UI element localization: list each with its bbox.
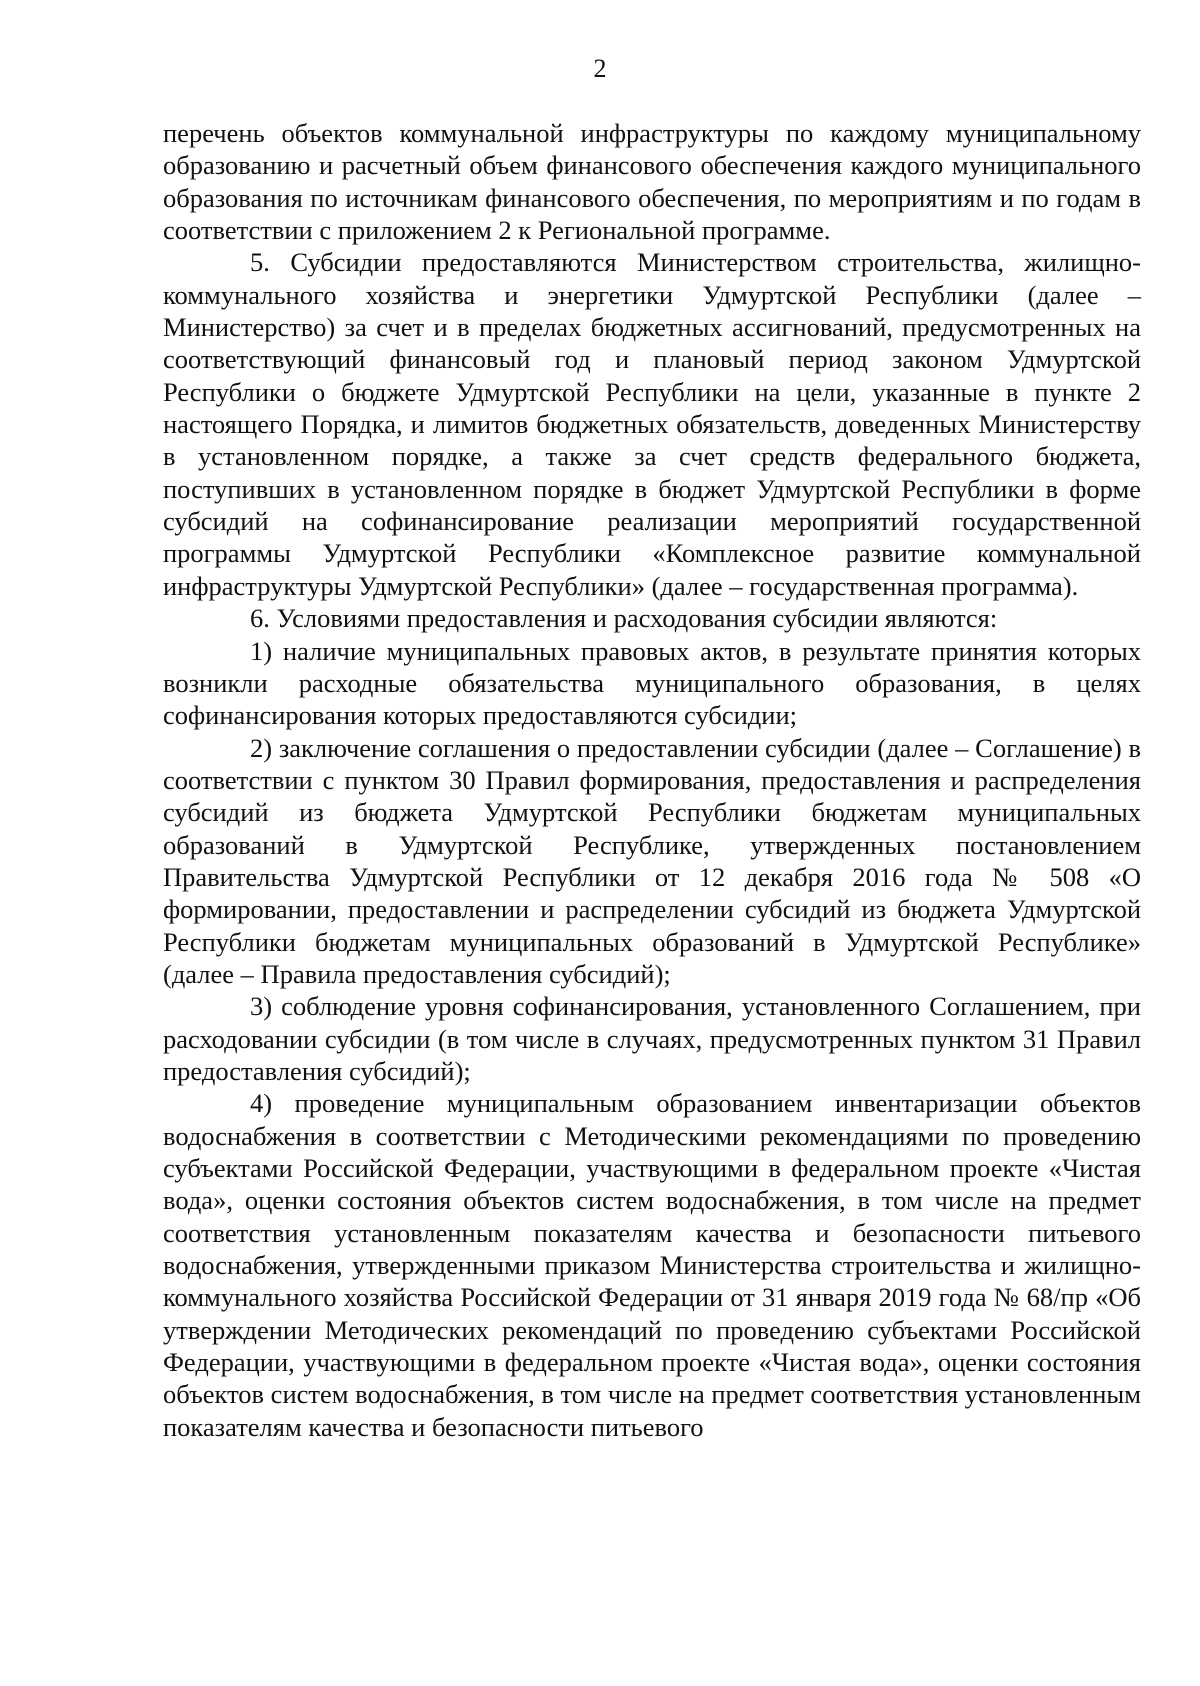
paragraph-item-6: 6. Условиями предоставления и расходования субсидии являются: xyxy=(250,603,998,634)
paragraph-subitem-4: 4) проведение муниципальным образованием инвентаризации объектов водоснабжения в соответствии с Методическими рекомендациями по проведению субъектами Российской Федерации, участвующими в федеральном проекте «Чистая вода», оценки состояния объектов систем водоснабжения, в том числе на предмет соответствия установленным показателям качества и безопасности питьевого водоснабжения, утвержденными приказом Министерства строительства и жилищно-коммунального хозяйства Российской Федерации от 31 января 2019 года № 68/пр «Об утверждении Методических рекомендаций по проведению субъектами Российской Федерации, участвующими в федеральном проекте «Чистая вода», оценки состояния объектов систем водоснабжения, в том числе на предмет соответствия установленным показателям качества и безопасности питьевого xyxy=(163,1088,1141,1442)
paragraph-item-5: 5. Субсидии предоставляются Министерством строительства, жилищно-коммунального хозяйства и энергетики Удмуртской Республики (далее – Министерство) за счет и в пределах бюджетных ассигнований, предусмотренных на соответствующий финансовый год и плановый период законом Удмуртской Республики о бюджете Удмуртской Республики на цели, указанные в пункте 2 настоящего Порядка, и лимитов бюджетных обязательств, доведенных Министерству в установленном порядке, а также за счет средств федерального бюджета, поступивших в установленном порядке в бюджет Удмуртской Республики в форме субсидий на софинансирование реализации мероприятий государственной программы Удмуртской Республики «Комплексное развитие коммунальной инфраструктуры Удмуртской Республики» (далее – государственная программа). xyxy=(163,247,1141,601)
document-body xyxy=(163,117,1141,1443)
paragraph-continuation: перечень объектов коммунальной инфраструктуры по каждому муниципальному образованию и расчетный объем финансового обеспечения каждого муниципального образования по источникам финансового обеспечения, по мероприятиям и по годам в соответствии с приложением 2 к Региональной программе. xyxy=(163,118,1141,246)
paragraph-subitem-2: 2) заключение соглашения о предоставлении субсидии (далее – Соглашение) в соответствии с пунктом 30 Правил формирования, предоставления и распределения субсидий из бюджета Удмуртской Республики бюджетам муниципальных образований в Удмуртской Республике, утвержденных постановлением Правительства Удмуртской Республики от 12 декабря 2016 года № 508 «О формировании, предоставлении и распределении субсидий из бюджета Удмуртской Республики бюджетам муниципальных образований в Удмуртской Республике» (далее – Правила предоставления субсидий); xyxy=(163,732,1141,989)
paragraph-subitem-3: 3) соблюдение уровня софинансирования, установленного Соглашением, при расходовании субсидии (в том числе в случаях, предусмотренных пунктом 31 Правил предоставления субсидий); xyxy=(163,991,1141,1086)
page-number: 2 xyxy=(593,54,607,83)
paragraph-subitem-1: 1) наличие муниципальных правовых актов, в результате принятия которых возникли расходные обязательства муниципального образования, в целях софинансирования которых предоставляются субсидии; xyxy=(163,635,1141,731)
